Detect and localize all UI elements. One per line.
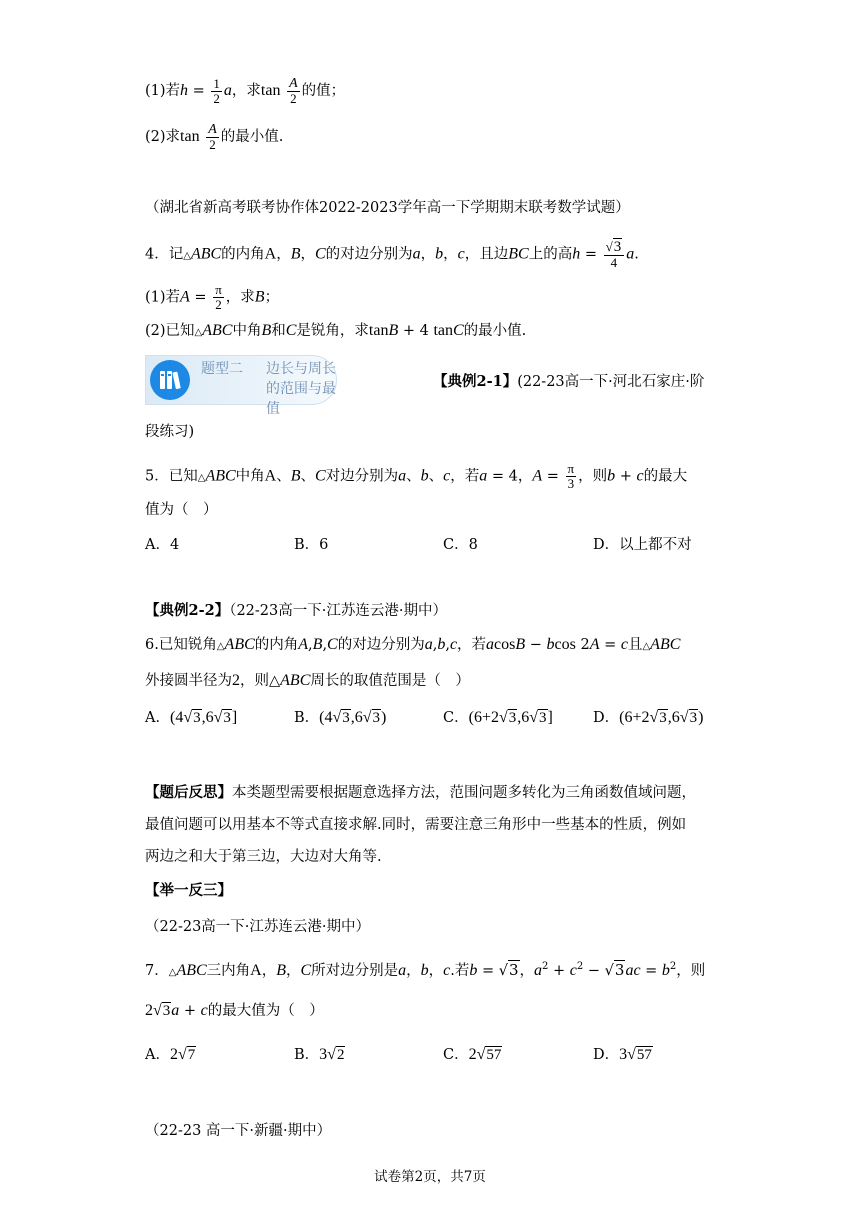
q5-option-d: D．以上都不对: [593, 537, 692, 553]
q7-option-a: A．2√7: [145, 1046, 196, 1063]
q4-stem: 4．记△ABC的内角A，B，C的对边分别为a，b，c，且边BC上的高h = $\frac{√3}{4}$ a.: [145, 239, 639, 270]
books-icon: [150, 360, 190, 400]
q4-source: （湖北省新高考联考协作体2022-2023学年高一下学期期末联考数学试题）: [145, 200, 630, 216]
q6-option-d: D．(6+2√3,6√3): [593, 709, 704, 726]
practice-tag: 【举一反三】: [145, 882, 232, 899]
q3-part1: (1)若h = $\frac{1}{2}$ a，求tan $\frac{A}{2}$ 的值；: [145, 75, 346, 106]
q4-part1: (1)若A = $\frac{\pi}{2}$ ，求B；: [145, 282, 280, 312]
q5-option-a: A．4: [145, 537, 180, 553]
q5-stem-cont: 值为（ ）: [145, 502, 218, 518]
q7-option-c: C．2√57: [443, 1046, 502, 1063]
q7-option-d: D．3√57: [593, 1046, 652, 1063]
banner-label: 题型二: [201, 361, 243, 377]
q7-option-b: B．3√2: [294, 1046, 345, 1063]
fraction: $\frac{\pi}{3}$: [567, 461, 575, 491]
q5-option-b: B．6: [294, 537, 329, 553]
fraction: $\frac{√3}{4}$: [604, 239, 625, 270]
section-banner: [145, 355, 337, 417]
q5-option-c: C．8: [443, 537, 478, 553]
q4-part2: (2)已知△ABC中角B和C是锐角，求tanB + 4 tanC的最小值.: [145, 322, 527, 339]
fraction: $\frac{A}{2}$: [208, 122, 217, 152]
q7-stem: 7．△ABC三内角A，B，C所对边分别是a，b，c.若b = √3，$a^2 + c^2 - √3ac = b^2$，则: [145, 960, 706, 979]
ex21-header: 【典例2-1】(22-23高一下·河北石家庄·阶: [433, 373, 705, 390]
ex21-source-cont: 段练习): [145, 424, 195, 440]
q3-part2: (2)求tan $\frac{A}{2}$ 的最小值.: [145, 122, 284, 152]
reflection-line3: 两边之和大于第三边，大边对大角等.: [145, 849, 382, 865]
q6-stem-cont: 外接圆半径为2，则△ABC周长的取值范围是（ ）: [145, 672, 470, 689]
banner-title: 边长与周长的范围与最值: [266, 361, 336, 417]
q8-source: （22-23 高一下·新疆·期中）: [145, 1123, 332, 1139]
ex22-header: 【典例2-2】（22-23高一下·江苏连云港·期中）: [145, 602, 447, 619]
q7-stem-cont: 2√3a + c的最大值为（ ）: [145, 1002, 324, 1019]
fraction: $\frac{A}{2}$: [289, 76, 298, 106]
page-footer: 试卷第2页，共7页: [374, 1169, 486, 1185]
q6-stem: 6.已知锐角△ABC的内角A,B,C的对边分别为a,b,c，若acosB − bcos 2A = c且△ABC: [145, 636, 681, 653]
fraction: $\frac{\pi}{2}$: [215, 282, 222, 312]
reflection-line1: 【题后反思】本类题型需要根据题意选择方法，范围问题多转化为三角函数值域问题，: [145, 784, 696, 801]
practice-source: （22-23高一下·江苏连云港·期中）: [145, 919, 371, 935]
q6-option-b: B．(4√3,6√3): [294, 709, 387, 726]
q6-option-a: A．(4√3,6√3]: [145, 709, 238, 726]
reflection-line2: 最值问题可以用基本不等式直接求解.同时，需要注意三角形中一些基本的性质，例如: [145, 817, 687, 833]
q6-option-c: C．(6+2√3,6√3]: [443, 709, 553, 726]
fraction: $\frac{1}{2}$: [213, 75, 220, 106]
q5-stem: 5．已知△ABC中角A、B、C对边分别为a、b、c，若a = 4，A = $\frac{\pi}{3}$ ，则b + c的最大: [145, 461, 688, 491]
